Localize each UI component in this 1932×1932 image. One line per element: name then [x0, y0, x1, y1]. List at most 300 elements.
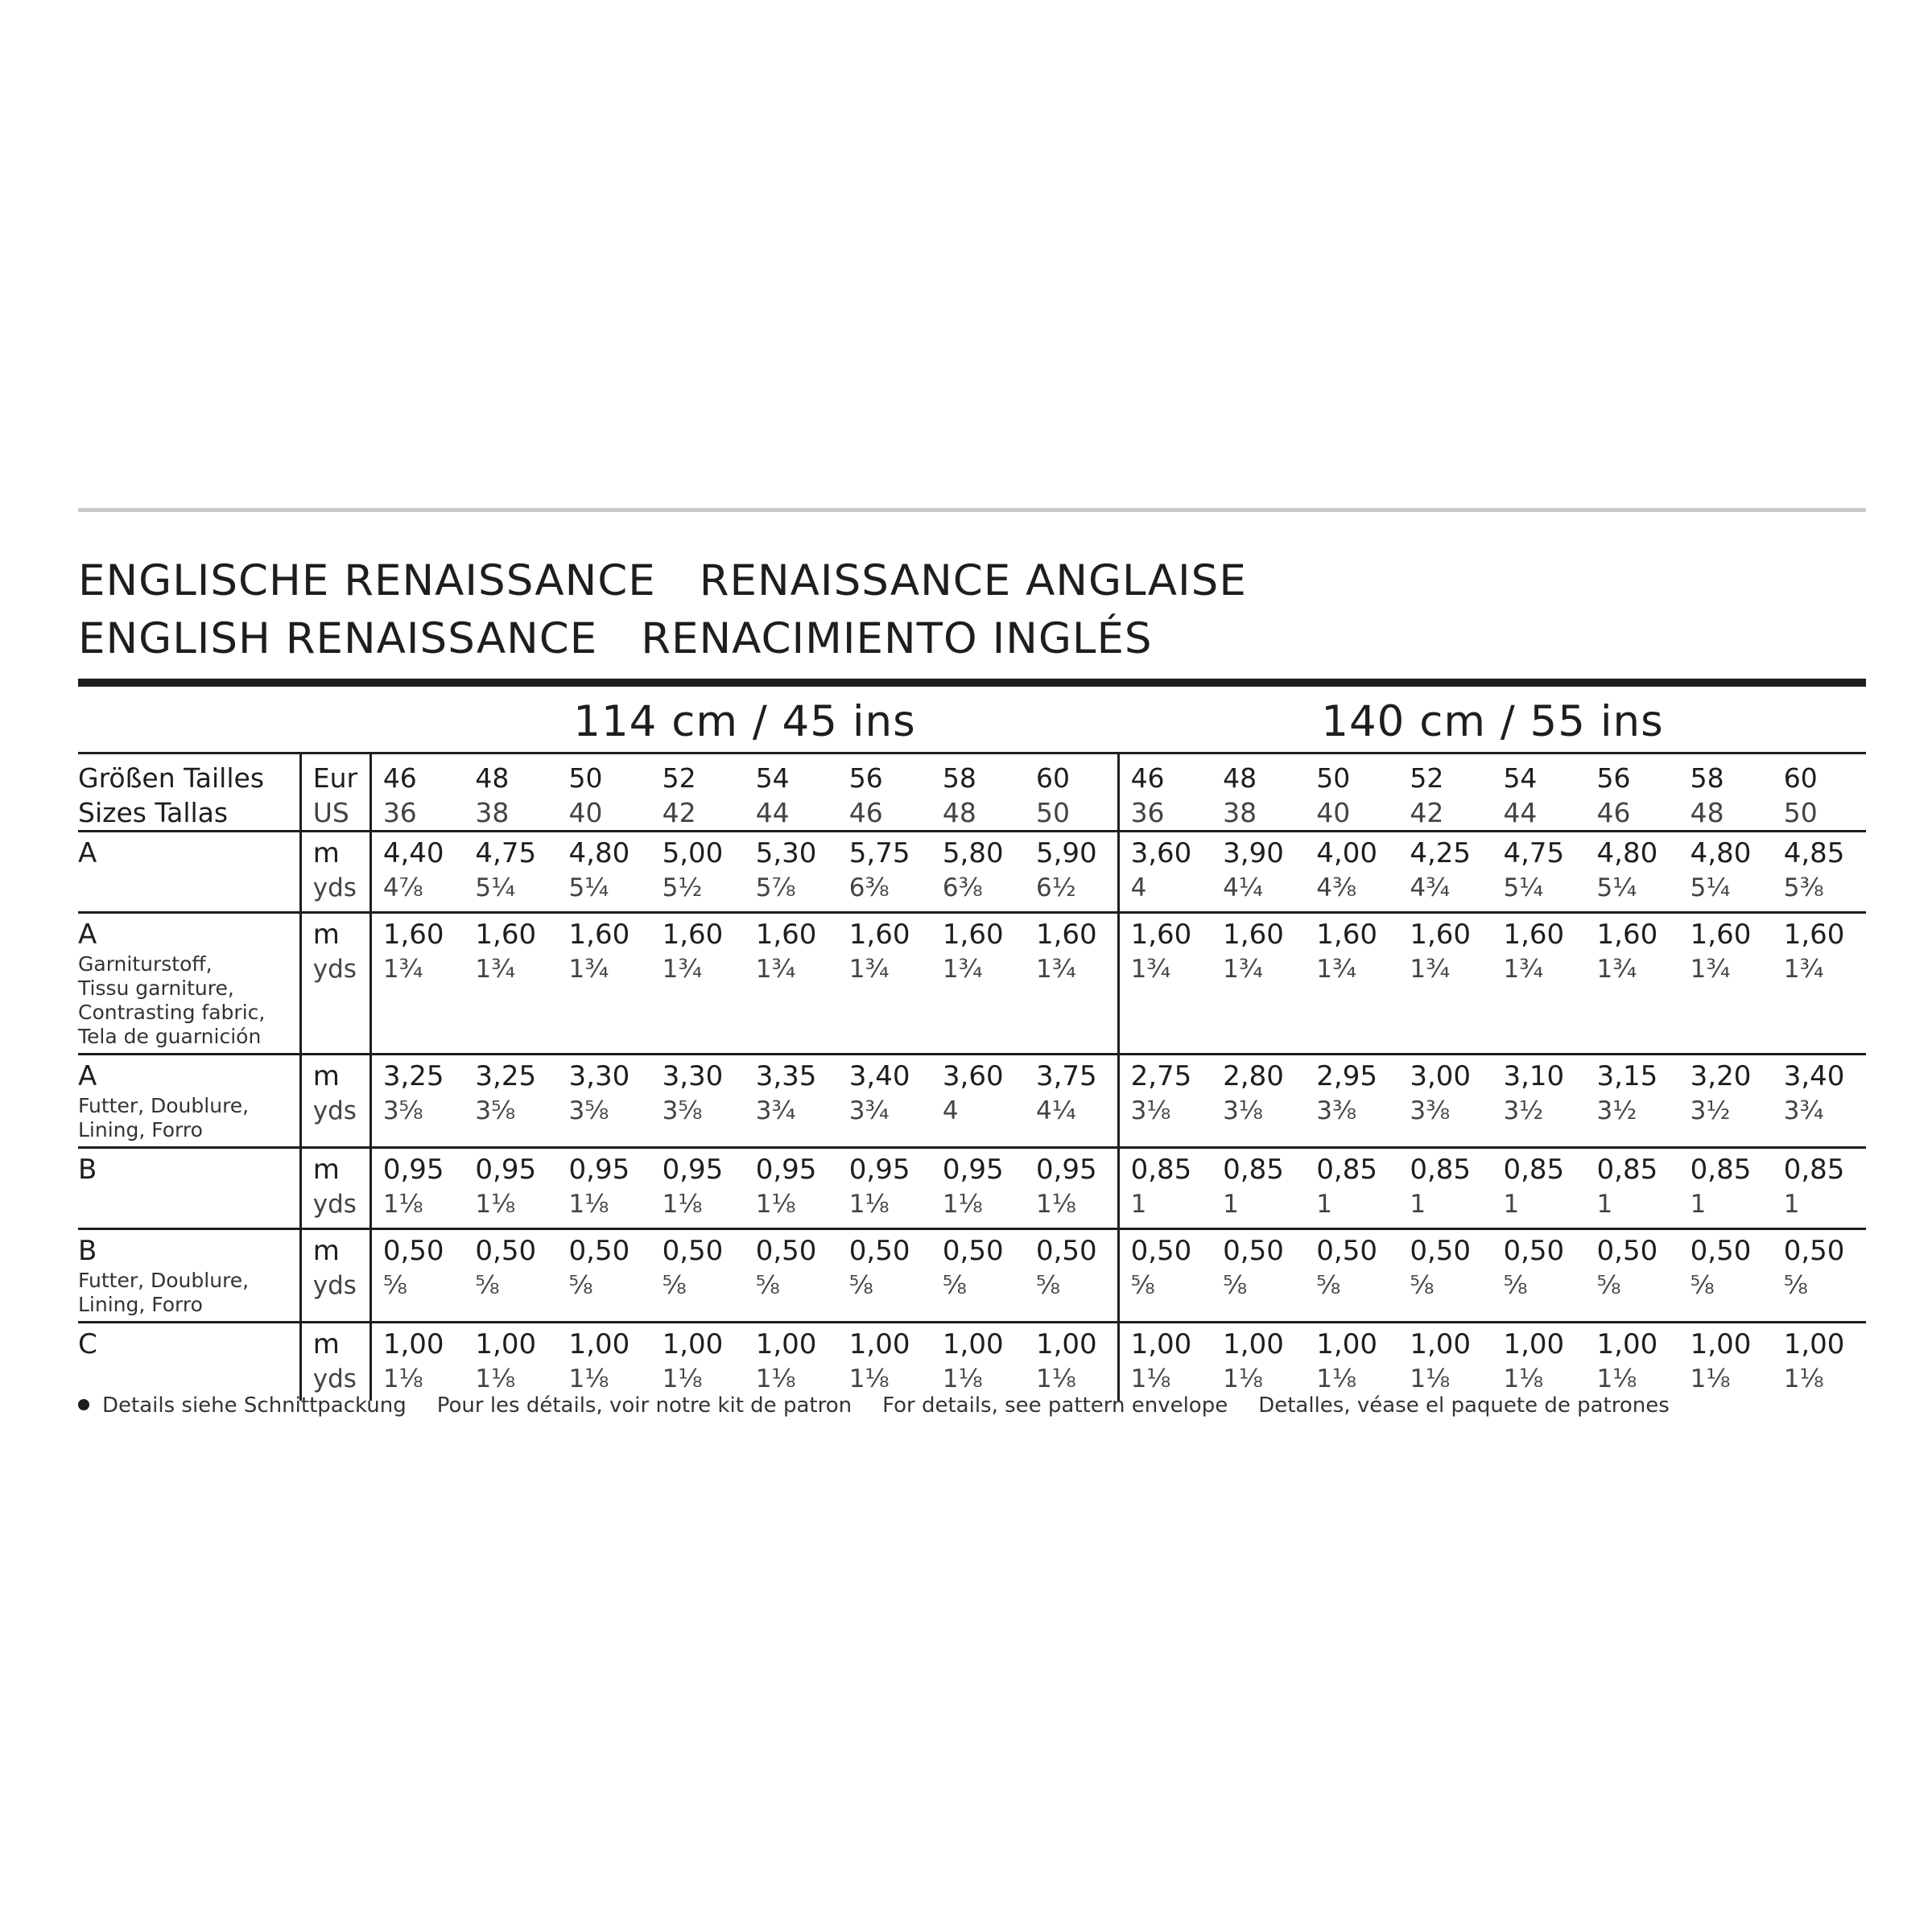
amount-yards: 5¼	[475, 873, 516, 902]
amount-meters: 0,50	[755, 1235, 817, 1267]
amount-cell	[1398, 832, 1492, 913]
amount-yards: ⅝	[1223, 1271, 1248, 1300]
amount-meters: 3,90	[1223, 837, 1284, 869]
fabric-note: Futter, Doublure,	[78, 1094, 250, 1117]
amount-meters: 0,50	[1503, 1235, 1565, 1267]
title-es: RENACIMIENTO INGLÉS	[641, 614, 1153, 663]
amount-cell	[1025, 1148, 1118, 1229]
amount-cell	[1025, 1229, 1118, 1323]
us-size: 40	[568, 797, 603, 828]
amount-yards: ⅝	[1316, 1271, 1341, 1300]
amount-cell	[651, 1323, 745, 1402]
amount-cell	[1398, 1323, 1492, 1402]
amount-cell	[1586, 832, 1679, 913]
amount-meters: 0,95	[755, 1154, 817, 1186]
unit-yards: yds	[312, 873, 357, 902]
amount-meters: 0,50	[1596, 1235, 1658, 1267]
amount-meters: 5,00	[662, 837, 724, 869]
amount-meters: 3,20	[1690, 1060, 1752, 1092]
amount-cell	[931, 1148, 1025, 1229]
amount-yards: 5½	[662, 873, 703, 902]
unit-yards: yds	[312, 1096, 357, 1125]
title-en: ENGLISH RENAISSANCE	[78, 614, 598, 663]
amount-cell	[1398, 913, 1492, 1055]
amount-cell	[1305, 832, 1398, 913]
eur-size: 52	[662, 762, 696, 794]
amount-meters: 1,60	[382, 919, 444, 951]
footnote-de: Details siehe Schnittpackung	[102, 1393, 407, 1418]
amount-meters: 4,85	[1783, 837, 1845, 869]
amount-meters: 1,00	[1690, 1328, 1752, 1360]
size-header-label-line1: Größen Tailles	[78, 762, 265, 794]
amount-yards: 3½	[1596, 1096, 1637, 1125]
eur-size: 46	[1130, 762, 1165, 794]
amount-cell	[1025, 832, 1118, 913]
amount-yards: 1¾	[848, 955, 890, 984]
amount-meters: 4,75	[475, 837, 537, 869]
amount-yards: 1¾	[1690, 955, 1731, 984]
size-cell	[1398, 753, 1492, 832]
amount-cell	[1118, 832, 1212, 913]
amount-yards: 3¾	[1783, 1096, 1824, 1125]
amount-yards: 5⅞	[755, 873, 796, 902]
size-cell	[1305, 753, 1398, 832]
amount-yards: 1	[1316, 1190, 1332, 1219]
amount-cell	[1773, 913, 1866, 1055]
amount-meters: 0,95	[475, 1154, 537, 1186]
amount-yards: 1⅛	[755, 1364, 796, 1393]
amount-meters: 0,85	[1410, 1154, 1472, 1186]
amount-meters: 1,00	[1130, 1328, 1192, 1360]
amount-cell	[370, 1148, 464, 1229]
amount-yards: 1¾	[942, 955, 983, 984]
amount-meters: 0,95	[662, 1154, 724, 1186]
amount-meters: 4,25	[1410, 837, 1472, 869]
unit-cell	[300, 1323, 370, 1402]
unit-meters: m	[312, 1154, 340, 1186]
view-letter: B	[78, 1154, 97, 1186]
amount-cell	[651, 832, 745, 913]
amount-meters: 1,00	[662, 1328, 724, 1360]
amount-meters: 5,75	[848, 837, 910, 869]
amount-cell	[1118, 1229, 1212, 1323]
amount-cell	[745, 1055, 838, 1148]
eur-size: 48	[1223, 762, 1257, 794]
amount-meters: 0,50	[1410, 1235, 1472, 1267]
size-cell	[745, 753, 838, 832]
eur-size: 50	[568, 762, 603, 794]
amount-yards: 1⅛	[1410, 1364, 1451, 1393]
amount-yards: ⅝	[848, 1271, 873, 1300]
amount-cell	[1492, 832, 1585, 913]
amount-yards: 1¾	[1316, 955, 1357, 984]
fabric-width-114: 114 cm / 45 ins	[573, 697, 916, 746]
amount-meters: 3,10	[1503, 1060, 1565, 1092]
amount-meters: 2,95	[1316, 1060, 1377, 1092]
amount-yards: 5¼	[1596, 873, 1637, 902]
us-size: 38	[1223, 797, 1257, 828]
amount-meters: 0,50	[848, 1235, 910, 1267]
amount-yards: 1⅛	[1503, 1364, 1544, 1393]
amount-cell	[1679, 1323, 1773, 1402]
us-size: 40	[1316, 797, 1351, 828]
amount-meters: 0,50	[662, 1235, 724, 1267]
view-label	[78, 913, 300, 1055]
amount-yards: 4	[1130, 873, 1147, 902]
fabric-note: Lining, Forro	[78, 1118, 203, 1141]
amount-meters: 3,00	[1410, 1060, 1472, 1092]
amount-yards: ⅝	[382, 1271, 407, 1300]
amount-yards: 1⅛	[662, 1190, 703, 1219]
amount-yards: 5¼	[568, 873, 609, 902]
amount-cell	[838, 1323, 931, 1402]
amount-cell	[1679, 913, 1773, 1055]
eur-size: 56	[1596, 762, 1631, 794]
amount-meters: 4,80	[1690, 837, 1752, 869]
view-letter: B	[78, 1235, 97, 1267]
amount-cell	[1118, 913, 1212, 1055]
us-size: 42	[1410, 797, 1444, 828]
title-line-2	[78, 614, 1153, 663]
amount-meters: 3,25	[382, 1060, 444, 1092]
amount-meters: 1,60	[1410, 919, 1472, 951]
amount-cell	[558, 1323, 651, 1402]
amount-yards: 4¾	[1410, 873, 1451, 902]
amount-cell	[1025, 913, 1118, 1055]
amount-meters: 1,00	[1035, 1328, 1097, 1360]
size-cell	[931, 753, 1025, 832]
amount-cell	[1679, 832, 1773, 913]
size-cell	[558, 753, 651, 832]
amount-cell	[1025, 1055, 1118, 1148]
amount-yards: ⅝	[475, 1271, 500, 1300]
amount-meters: 3,75	[1035, 1060, 1097, 1092]
amount-yards: 1¾	[1410, 955, 1451, 984]
amount-meters: 0,50	[475, 1235, 537, 1267]
us-size: 38	[475, 797, 510, 828]
amount-cell	[1305, 1229, 1398, 1323]
size-cell	[1492, 753, 1585, 832]
yardage-row	[78, 832, 1866, 913]
amount-cell	[1773, 1323, 1866, 1402]
amount-yards: 4⅞	[382, 873, 423, 902]
amount-cell	[1773, 1148, 1866, 1229]
amount-yards: 1⅛	[848, 1364, 890, 1393]
yardage-row	[78, 1148, 1866, 1229]
eur-size: 60	[1783, 762, 1818, 794]
amount-cell	[464, 1148, 557, 1229]
amount-meters: 1,60	[1503, 919, 1565, 951]
size-header-label	[78, 753, 300, 832]
unit-cell	[300, 832, 370, 913]
amount-cell	[1586, 1148, 1679, 1229]
amount-yards: 4¼	[1223, 873, 1263, 902]
unit-cell	[300, 1055, 370, 1148]
amount-cell	[1492, 1323, 1585, 1402]
view-label	[78, 832, 300, 913]
fabric-note: Garniturstoff,	[78, 952, 213, 976]
amount-yards: 1¾	[382, 955, 423, 984]
amount-cell	[1212, 1229, 1305, 1323]
eur-size: 60	[1035, 762, 1070, 794]
amount-cell	[651, 1229, 745, 1323]
amount-yards: 1⅛	[475, 1364, 516, 1393]
amount-yards: 1⅛	[1223, 1364, 1263, 1393]
eur-size: 52	[1410, 762, 1444, 794]
amount-cell	[558, 1148, 651, 1229]
amount-cell	[838, 1148, 931, 1229]
amount-meters: 3,15	[1596, 1060, 1658, 1092]
amount-meters: 0,95	[1035, 1154, 1097, 1186]
amount-meters: 1,00	[1503, 1328, 1565, 1360]
amount-cell	[838, 832, 931, 913]
amount-cell	[651, 1055, 745, 1148]
amount-yards: 1	[1410, 1190, 1426, 1219]
amount-yards: 5⅜	[1783, 873, 1824, 902]
amount-yards: 1⅛	[568, 1190, 609, 1219]
amount-meters: 0,85	[1223, 1154, 1284, 1186]
view-letter: A	[78, 919, 97, 951]
amount-meters: 0,95	[848, 1154, 910, 1186]
footnote-es: Detalles, véase el paquete de patrones	[1258, 1393, 1670, 1418]
amount-yards: 1¾	[568, 955, 609, 984]
amount-cell	[1773, 832, 1866, 913]
amount-meters: 0,85	[1316, 1154, 1377, 1186]
amount-yards: 3⅜	[1410, 1096, 1451, 1125]
amount-cell	[464, 832, 557, 913]
amount-meters: 1,00	[1596, 1328, 1658, 1360]
amount-meters: 4,00	[1316, 837, 1377, 869]
amount-yards: 3½	[1690, 1096, 1731, 1125]
size-cell	[464, 753, 557, 832]
amount-yards: 1¾	[1783, 955, 1824, 984]
amount-cell	[1492, 1148, 1585, 1229]
fabric-note: Contrasting fabric,	[78, 1001, 266, 1024]
header-rule	[78, 679, 1866, 687]
eur-size: 54	[755, 762, 790, 794]
amount-cell	[558, 913, 651, 1055]
amount-meters: 0,95	[568, 1154, 630, 1186]
amount-meters: 1,00	[942, 1328, 1004, 1360]
amount-cell	[1305, 913, 1398, 1055]
unit-yards: yds	[312, 955, 357, 984]
amount-cell	[370, 1055, 464, 1148]
us-size: 44	[755, 797, 790, 828]
amount-yards: 1	[1503, 1190, 1520, 1219]
amount-yards: ⅝	[942, 1271, 967, 1300]
amount-meters: 3,25	[475, 1060, 537, 1092]
amount-cell	[370, 913, 464, 1055]
amount-meters: 1,60	[1690, 919, 1752, 951]
amount-cell	[745, 913, 838, 1055]
size-cell	[1025, 753, 1118, 832]
amount-meters: 0,95	[942, 1154, 1004, 1186]
amount-cell	[1492, 913, 1585, 1055]
size-cell	[651, 753, 745, 832]
amount-cell	[1212, 1323, 1305, 1402]
amount-yards: 1⅛	[1690, 1364, 1731, 1393]
unit-yards: yds	[312, 1271, 357, 1300]
amount-meters: 0,85	[1503, 1154, 1565, 1186]
amount-meters: 0,85	[1690, 1154, 1752, 1186]
eur-size: 58	[942, 762, 976, 794]
amount-meters: 0,50	[1783, 1235, 1845, 1267]
amount-meters: 3,40	[1783, 1060, 1845, 1092]
amount-meters: 0,50	[568, 1235, 630, 1267]
size-cell	[370, 753, 464, 832]
amount-meters: 2,80	[1223, 1060, 1284, 1092]
unit-meters: m	[312, 919, 340, 951]
amount-meters: 1,00	[1783, 1328, 1845, 1360]
amount-yards: 6½	[1035, 873, 1076, 902]
amount-cell	[1679, 1148, 1773, 1229]
amount-yards: 5¼	[1690, 873, 1731, 902]
amount-meters: 1,60	[1596, 919, 1658, 951]
amount-yards: 1⅛	[1316, 1364, 1357, 1393]
amount-yards: 4	[942, 1096, 959, 1125]
amount-meters: 3,30	[568, 1060, 630, 1092]
amount-cell	[1586, 1323, 1679, 1402]
amount-meters: 1,60	[1316, 919, 1377, 951]
amount-cell	[1586, 913, 1679, 1055]
footnote-en: For details, see pattern envelope	[882, 1393, 1228, 1418]
amount-cell	[745, 1148, 838, 1229]
amount-yards: 5¼	[1503, 873, 1544, 902]
amount-cell	[651, 1148, 745, 1229]
size-cell	[1212, 753, 1305, 832]
amount-meters: 1,00	[755, 1328, 817, 1360]
top-rule	[78, 508, 1866, 512]
amount-cell	[931, 832, 1025, 913]
unit-yards: yds	[312, 1364, 357, 1393]
fabric-note: Lining, Forro	[78, 1293, 203, 1316]
amount-yards: 3⅝	[568, 1096, 609, 1125]
amount-cell	[1025, 1323, 1118, 1402]
us-size: 50	[1035, 797, 1070, 828]
yardage-row	[78, 913, 1866, 1055]
us-size: 46	[848, 797, 883, 828]
amount-yards: ⅝	[1503, 1271, 1528, 1300]
amount-yards: 1¾	[1130, 955, 1171, 984]
amount-yards: 1⅛	[1130, 1364, 1171, 1393]
amount-cell	[464, 1229, 557, 1323]
eur-size: 46	[382, 762, 417, 794]
fabric-note: Tela de guarnición	[78, 1025, 262, 1048]
amount-yards: 3⅛	[1223, 1096, 1263, 1125]
amount-meters: 1,00	[475, 1328, 537, 1360]
view-letter: A	[78, 1060, 97, 1092]
amount-cell	[1398, 1148, 1492, 1229]
amount-yards: ⅝	[1035, 1271, 1061, 1300]
amount-yards: 3⅝	[662, 1096, 703, 1125]
amount-meters: 4,40	[382, 837, 444, 869]
amount-yards: 1⅛	[1035, 1190, 1076, 1219]
size-header-row	[78, 753, 1866, 832]
amount-meters: 1,60	[1783, 919, 1845, 951]
amount-cell	[558, 1055, 651, 1148]
amount-meters: 0,95	[382, 1154, 444, 1186]
amount-cell	[1212, 913, 1305, 1055]
size-cell	[1679, 753, 1773, 832]
amount-cell	[931, 913, 1025, 1055]
amount-yards: 1¾	[475, 955, 516, 984]
view-label	[78, 1229, 300, 1323]
amount-cell	[1118, 1323, 1212, 1402]
amount-yards: 1⅛	[942, 1364, 983, 1393]
amount-cell	[1773, 1229, 1866, 1323]
amount-cell	[370, 1323, 464, 1402]
amount-cell	[1492, 1055, 1585, 1148]
eur-size: 56	[848, 762, 883, 794]
amount-cell	[1398, 1055, 1492, 1148]
amount-meters: 1,00	[1316, 1328, 1377, 1360]
amount-cell	[1118, 1148, 1212, 1229]
amount-meters: 3,35	[755, 1060, 817, 1092]
us-size: 48	[1690, 797, 1724, 828]
amount-yards: 1⅛	[755, 1190, 796, 1219]
amount-meters: 0,85	[1783, 1154, 1845, 1186]
amount-yards: 1¾	[1596, 955, 1637, 984]
amount-cell	[931, 1229, 1025, 1323]
amount-meters: 5,90	[1035, 837, 1097, 869]
amount-yards: 1⅛	[1596, 1364, 1637, 1393]
amount-cell	[1586, 1055, 1679, 1148]
amount-yards: 3⅜	[1316, 1096, 1357, 1125]
us-size: 36	[382, 797, 417, 828]
fabric-note: Futter, Doublure,	[78, 1269, 250, 1292]
amount-meters: 1,60	[662, 919, 724, 951]
amount-cell	[1212, 1148, 1305, 1229]
size-cell	[838, 753, 931, 832]
amount-yards: 6⅜	[942, 873, 983, 902]
size-system-eur: Eur	[312, 762, 358, 794]
amount-yards: 3⅝	[382, 1096, 423, 1125]
amount-meters: 1,60	[942, 919, 1004, 951]
amount-meters: 1,60	[848, 919, 910, 951]
fabric-note: Tissu garniture,	[78, 976, 234, 1000]
amount-yards: 1⅛	[475, 1190, 516, 1219]
amount-meters: 4,80	[568, 837, 630, 869]
amount-cell	[838, 1229, 931, 1323]
amount-meters: 0,50	[1035, 1235, 1097, 1267]
amount-yards: 4¼	[1035, 1096, 1076, 1125]
amount-cell	[931, 1055, 1025, 1148]
amount-cell	[370, 1229, 464, 1323]
view-label	[78, 1148, 300, 1229]
amount-meters: 4,75	[1503, 837, 1565, 869]
amount-yards: 1⅛	[848, 1190, 890, 1219]
amount-cell	[1773, 1055, 1866, 1148]
amount-cell	[745, 1229, 838, 1323]
amount-meters: 1,60	[1223, 919, 1284, 951]
amount-yards: ⅝	[662, 1271, 687, 1300]
size-header-label-line2: Sizes Tallas	[78, 797, 229, 828]
amount-yards: 3¾	[755, 1096, 796, 1125]
amount-cell	[1118, 1055, 1212, 1148]
eur-size: 54	[1503, 762, 1538, 794]
amount-yards: 1	[1596, 1190, 1613, 1219]
amount-meters: 3,60	[942, 1060, 1004, 1092]
unit-meters: m	[312, 837, 340, 869]
amount-cell	[464, 1055, 557, 1148]
amount-cell	[651, 913, 745, 1055]
amount-meters: 1,00	[848, 1328, 910, 1360]
amount-yards: 1¾	[1223, 955, 1263, 984]
amount-cell	[370, 832, 464, 913]
amount-cell	[1679, 1055, 1773, 1148]
us-size: 36	[1130, 797, 1165, 828]
amount-meters: 1,00	[382, 1328, 444, 1360]
